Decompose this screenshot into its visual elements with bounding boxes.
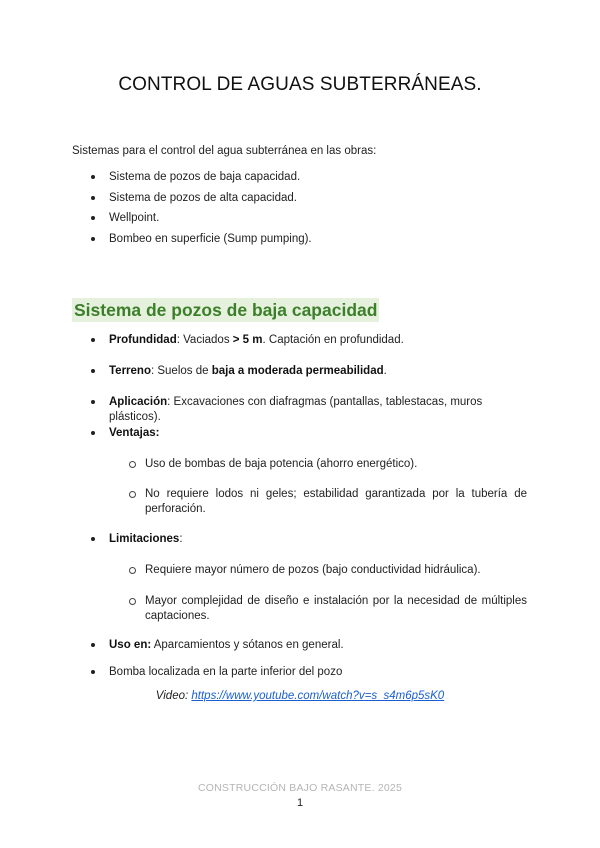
list-item: Sistema de pozos de baja capacidad. <box>72 170 312 191</box>
item-bold: baja a moderada permeabilidad <box>211 365 384 377</box>
item-bold: > 5 m <box>232 334 263 346</box>
item-label: Ventajas: <box>109 427 160 439</box>
item-text: : Vaciados <box>176 334 233 346</box>
intro-list <box>72 170 312 252</box>
item-text: : <box>179 533 183 545</box>
list-item: Sistema de pozos de alta capacidad. <box>72 191 312 212</box>
item-label: Profundidad <box>109 334 177 346</box>
section-heading: Sistema de pozos de baja capacidad <box>74 300 378 320</box>
video-line <box>0 690 600 702</box>
item-text: . <box>383 365 387 377</box>
item-text: Aparcamientos y sótanos en general. <box>151 639 344 651</box>
item-label: Aplicación <box>109 396 168 408</box>
list-item: Bombeo en superficie (Sump pumping). <box>72 232 312 253</box>
page-number: 1 <box>296 797 304 809</box>
item-uso <box>72 638 527 653</box>
item-text: : Excavaciones con diafragmas (pantallas, tablestacas, muros plásticos). <box>109 396 483 423</box>
video-link[interactable]: https://www.youtube.com/watch?v=s_s4m6p5sK0 <box>191 690 445 702</box>
item-profundidad <box>72 333 527 348</box>
sub-item: Requiere mayor número de pozos (bajo conductividad hidráulica). <box>128 563 527 578</box>
sub-item: No requiere lodos ni geles; estabilidad garantizada por la tubería de perforación. <box>128 487 527 517</box>
item-limitaciones <box>72 532 527 547</box>
item-ventajas <box>72 426 527 441</box>
list-item: Wellpoint. <box>72 211 312 232</box>
item-aplicacion <box>72 395 527 425</box>
footer-text: CONSTRUCCIÓN BAJO RASANTE. 2025 <box>198 782 402 794</box>
item-label: Uso en: <box>109 639 152 651</box>
sub-item: Uso de bombas de baja potencia (ahorro energético). <box>128 457 527 472</box>
sub-item: Mayor complejidad de diseño e instalación por la necesidad de múltiples captaciones. <box>128 594 527 624</box>
page-title: CONTROL DE AGUAS SUBTERRÁNEAS. <box>118 74 482 95</box>
intro-text: Sistemas para el control del agua subterránea en las obras: <box>72 145 377 157</box>
item-text: : Suelos de <box>150 365 212 377</box>
item-bomba: Bomba localizada en la parte inferior del pozo <box>72 665 527 680</box>
item-text: . Captación en profundidad. <box>262 334 404 346</box>
item-terreno <box>72 364 527 379</box>
item-label: Limitaciones <box>109 533 180 545</box>
video-label: Video: <box>155 690 189 702</box>
item-label: Terreno <box>109 365 151 377</box>
